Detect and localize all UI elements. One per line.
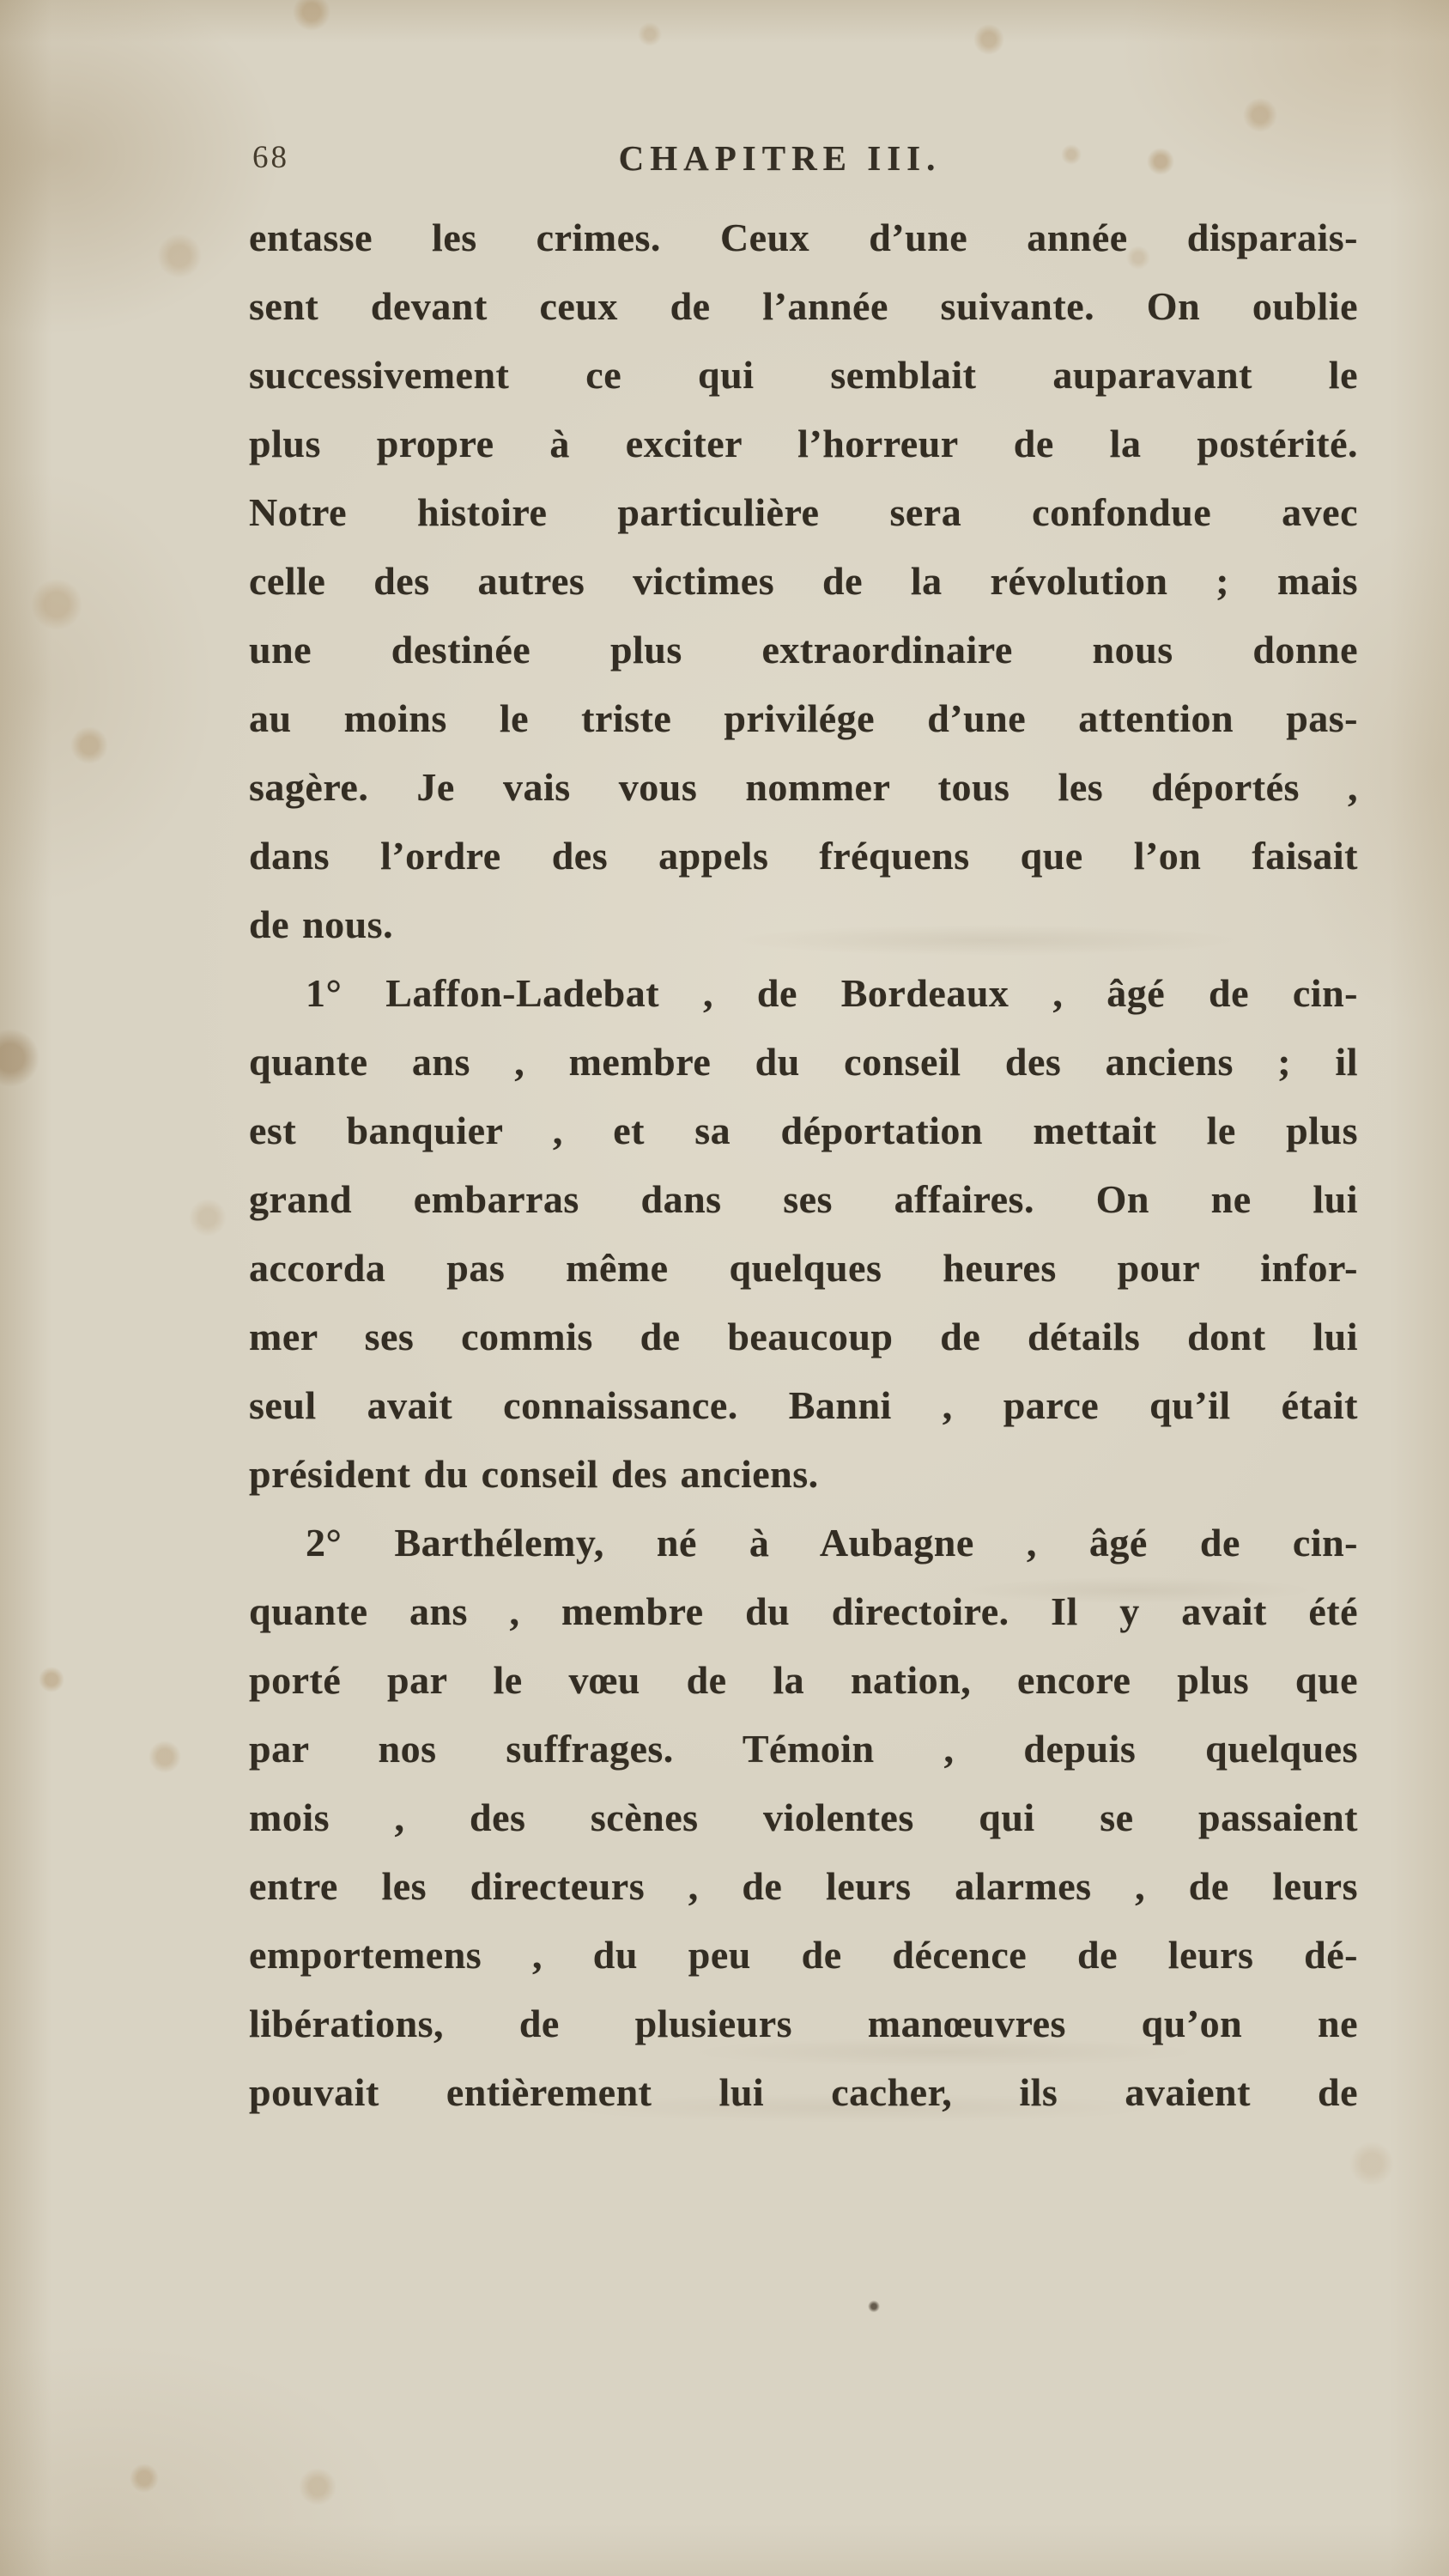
text-line-23: par nos suffrages. Témoin , depuis quelques: [249, 1727, 1358, 1771]
text-line-15: grand embarras dans ses affaires. On ne lui: [249, 1177, 1358, 1221]
text-line-6: celle des autres victimes de la révolution ; mais: [249, 559, 1358, 603]
text-line-8: au moins le triste privilége d’une attention pas-: [249, 696, 1358, 740]
text-line-14: est banquier , et sa déportation mettait le plus: [249, 1109, 1358, 1152]
body-text: [249, 204, 1358, 2127]
text-line-21: quante ans , membre du directoire. Il y avait été: [249, 1589, 1358, 1633]
text-line-13: quante ans , membre du conseil des anciens ; il: [249, 1040, 1358, 1084]
text-line-22: porté par le vœu de la nation, encore plus que: [249, 1658, 1358, 1702]
text-line-27: libérations, de plusieurs manœuvres qu’on ne: [249, 2002, 1358, 2045]
text-line-25: entre les directeurs , de leurs alarmes , de leurs: [249, 1864, 1358, 1908]
text-line-28: pouvait entièrement lui cacher, ils avaient de: [249, 2070, 1358, 2114]
text-line-11: de nous.: [249, 902, 394, 946]
text-line-3: successivement ce qui semblait auparavant le: [249, 353, 1358, 397]
text-line-26: emportemens , du peu de décence de leurs dé-: [249, 1933, 1358, 1977]
text-line-20: 2° Barthélemy, né à Aubagne , âgé de cin-: [306, 1521, 1358, 1564]
text-line-1: entasse les crimes. Ceux d’une année disparais-: [249, 216, 1358, 259]
text-line-12: 1° Laffon-Ladebat , de Bordeaux , âgé de cin-: [306, 971, 1358, 1015]
text-line-2: sent devant ceux de l’année suivante. On oublie: [249, 284, 1358, 328]
page-number: 68: [252, 140, 289, 175]
chapter-title: CHAPITRE III.: [618, 138, 942, 178]
text-line-18: seul avait connaissance. Banni , parce qu’il était: [249, 1383, 1358, 1427]
text-line-16: accorda pas même quelques heures pour infor-: [249, 1246, 1358, 1290]
text-line-24: mois , des scènes violentes qui se passaient: [249, 1795, 1358, 1839]
text-line-9: sagère. Je vais vous nommer tous les déportés ,: [249, 765, 1358, 809]
text-line-7: une destinée plus extraordinaire nous donne: [249, 628, 1358, 671]
page-header: [249, 131, 1358, 185]
text-line-17: mer ses commis de beaucoup de détails dont lui: [249, 1315, 1358, 1358]
text-line-10: dans l’ordre des appels fréquens que l’on faisait: [249, 834, 1358, 878]
text-line-19: président du conseil des anciens.: [249, 1452, 819, 1496]
text-line-5: Notre histoire particulière sera confondue avec: [249, 490, 1358, 534]
text-line-4: plus propre à exciter l’horreur de la postérité.: [249, 422, 1358, 465]
